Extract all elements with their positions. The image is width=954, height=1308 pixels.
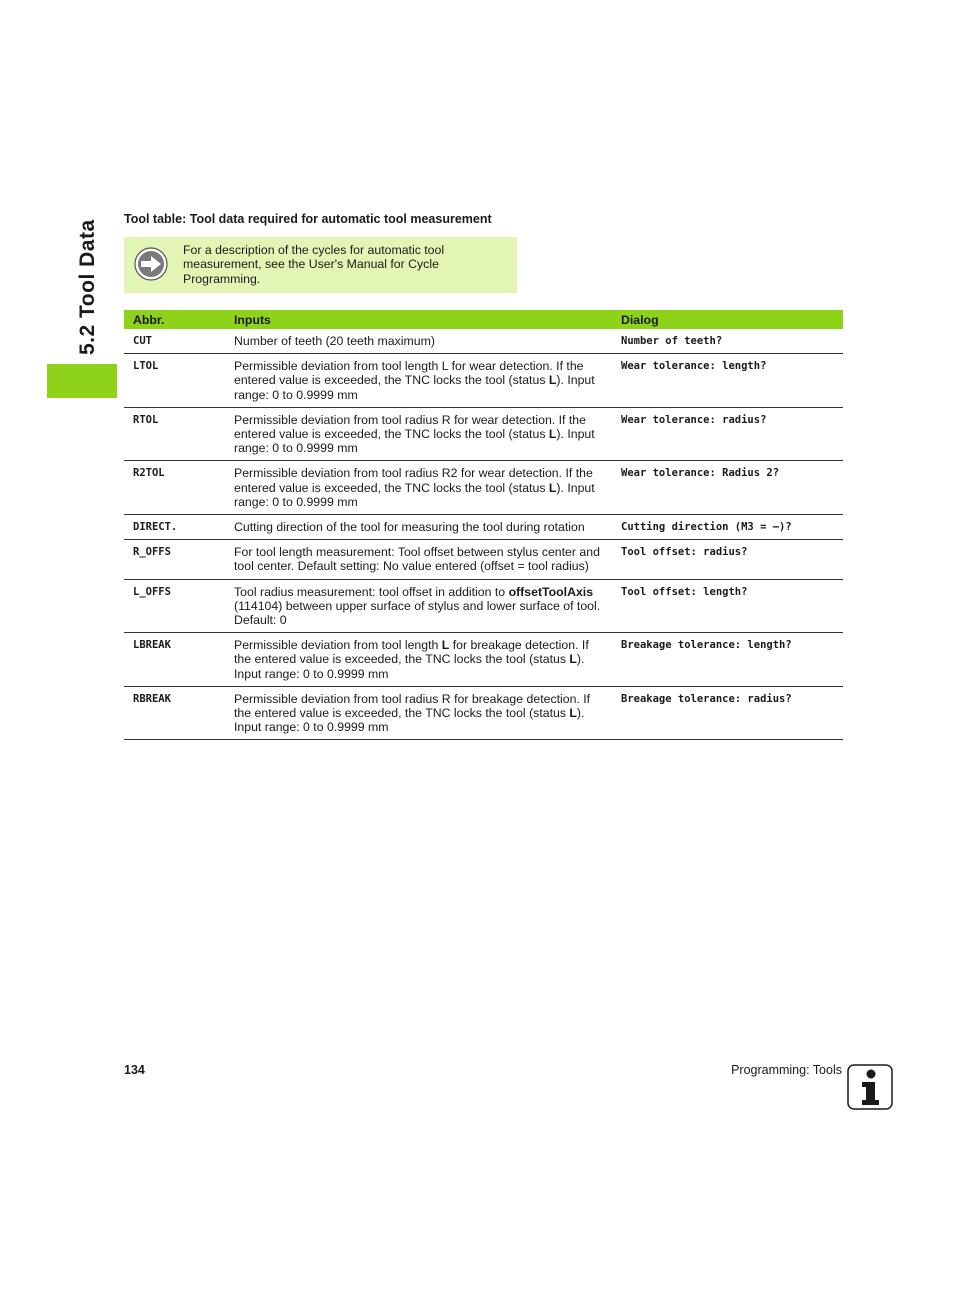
chapter-side-title: 5.2 Tool Data	[76, 219, 99, 355]
input-text: Tool radius measurement: tool offset in addition to	[234, 584, 509, 599]
input-text: ). Input range: 0 to 0.9999 mm	[234, 480, 595, 509]
table-row	[124, 633, 843, 687]
table-row	[124, 515, 843, 540]
input-text: Permissible deviation from tool radius R2 for wear detection. If the entered value is exceeded, the TNC locks the tool (status	[234, 466, 593, 495]
header-dialog: Dialog	[612, 310, 843, 329]
input-text: Number of teeth (20 teeth maximum)	[234, 334, 435, 348]
row-input-description	[225, 407, 612, 461]
row-input-description	[225, 354, 612, 408]
row-abbr: L_OFFS	[124, 579, 225, 633]
row-dialog: Breakage tolerance: length?	[612, 633, 843, 687]
row-dialog: Number of teeth?	[612, 329, 843, 354]
row-input-description	[225, 515, 612, 540]
header-abbr: Abbr.	[124, 310, 225, 329]
input-text: ). Input range: 0 to 0.9999 mm	[234, 373, 595, 402]
table-row	[124, 329, 843, 354]
table-row	[124, 354, 843, 408]
row-dialog: Breakage tolerance: radius?	[612, 686, 843, 740]
row-dialog: Cutting direction (M3 = –)?	[612, 515, 843, 540]
input-emphasis: L	[569, 652, 577, 667]
row-dialog: Wear tolerance: length?	[612, 354, 843, 408]
section-heading: Tool table: Tool data required for automatic tool measurement	[124, 212, 492, 226]
row-abbr: DIRECT.	[124, 515, 225, 540]
row-dialog: Tool offset: length?	[612, 579, 843, 633]
table-row	[124, 579, 843, 633]
note-text: For a description of the cycles for automatic tool measurement, see the User's Manual for Cycle Programming.	[183, 243, 445, 286]
input-emphasis: L	[569, 706, 577, 721]
table-row	[124, 461, 843, 515]
row-input-description	[225, 329, 612, 354]
input-emphasis: L	[441, 638, 450, 653]
row-input-description	[225, 461, 612, 515]
input-text: Permissible deviation from tool length L for wear detection. If the entered value is exceeded, the TNC locks the tool (status	[234, 359, 584, 388]
row-input-description	[225, 633, 612, 687]
tool-data-table	[124, 310, 843, 740]
row-dialog: Tool offset: radius?	[612, 540, 843, 579]
row-abbr: RTOL	[124, 407, 225, 461]
input-text: Permissible deviation from tool length	[234, 638, 442, 653]
input-text: ). Input range: 0 to 0.9999 mm	[234, 427, 595, 456]
note-box	[124, 237, 517, 293]
header-inputs: Inputs	[225, 310, 612, 329]
input-emphasis: L	[548, 480, 557, 495]
input-text: (114104) between upper surface of stylus and lower surface of tool. Default: 0	[234, 598, 601, 628]
table-row	[124, 407, 843, 461]
row-abbr: R_OFFS	[124, 540, 225, 579]
row-dialog: Wear tolerance: Radius 2?	[612, 461, 843, 515]
table-header-row	[124, 310, 843, 329]
input-text: For tool length measurement: Tool offset between stylus center and tool center. Default setting: No value entered (offset = tool radius)	[234, 545, 600, 574]
arrow-right-icon	[134, 247, 168, 281]
footer-chapter-title: Programming: Tools	[731, 1063, 842, 1077]
row-abbr: RBREAK	[124, 686, 225, 740]
input-emphasis: offsetToolAxis	[508, 584, 594, 599]
page-number: 134	[124, 1063, 145, 1077]
row-abbr: LBREAK	[124, 633, 225, 687]
table-row	[124, 686, 843, 740]
table-row	[124, 540, 843, 579]
input-text: for breakage detection. If the entered value is exceeded, the TNC locks the tool (status	[234, 638, 589, 667]
row-abbr: LTOL	[124, 354, 225, 408]
input-emphasis: L	[548, 427, 557, 442]
info-icon	[847, 1064, 893, 1110]
input-text: Permissible deviation from tool radius R for breakage detection. If the entered value is exceeded, the TNC locks the tool (status	[234, 691, 591, 721]
input-text: Permissible deviation from tool radius R for wear detection. If the entered value is exceeded, the TNC locks the tool (status	[234, 412, 586, 442]
row-abbr: R2TOL	[124, 461, 225, 515]
input-text: Cutting direction of the tool for measuring the tool during rotation	[234, 520, 585, 535]
chapter-tab-marker	[47, 364, 117, 398]
input-text: ). Input range: 0 to 0.9999 mm	[234, 652, 585, 681]
row-input-description	[225, 686, 612, 740]
input-text: ). Input range: 0 to 0.9999 mm	[234, 706, 585, 735]
row-dialog: Wear tolerance: radius?	[612, 407, 843, 461]
row-input-description	[225, 540, 612, 579]
row-abbr: CUT	[124, 329, 225, 354]
row-input-description	[225, 579, 612, 633]
input-emphasis: L	[548, 373, 557, 388]
